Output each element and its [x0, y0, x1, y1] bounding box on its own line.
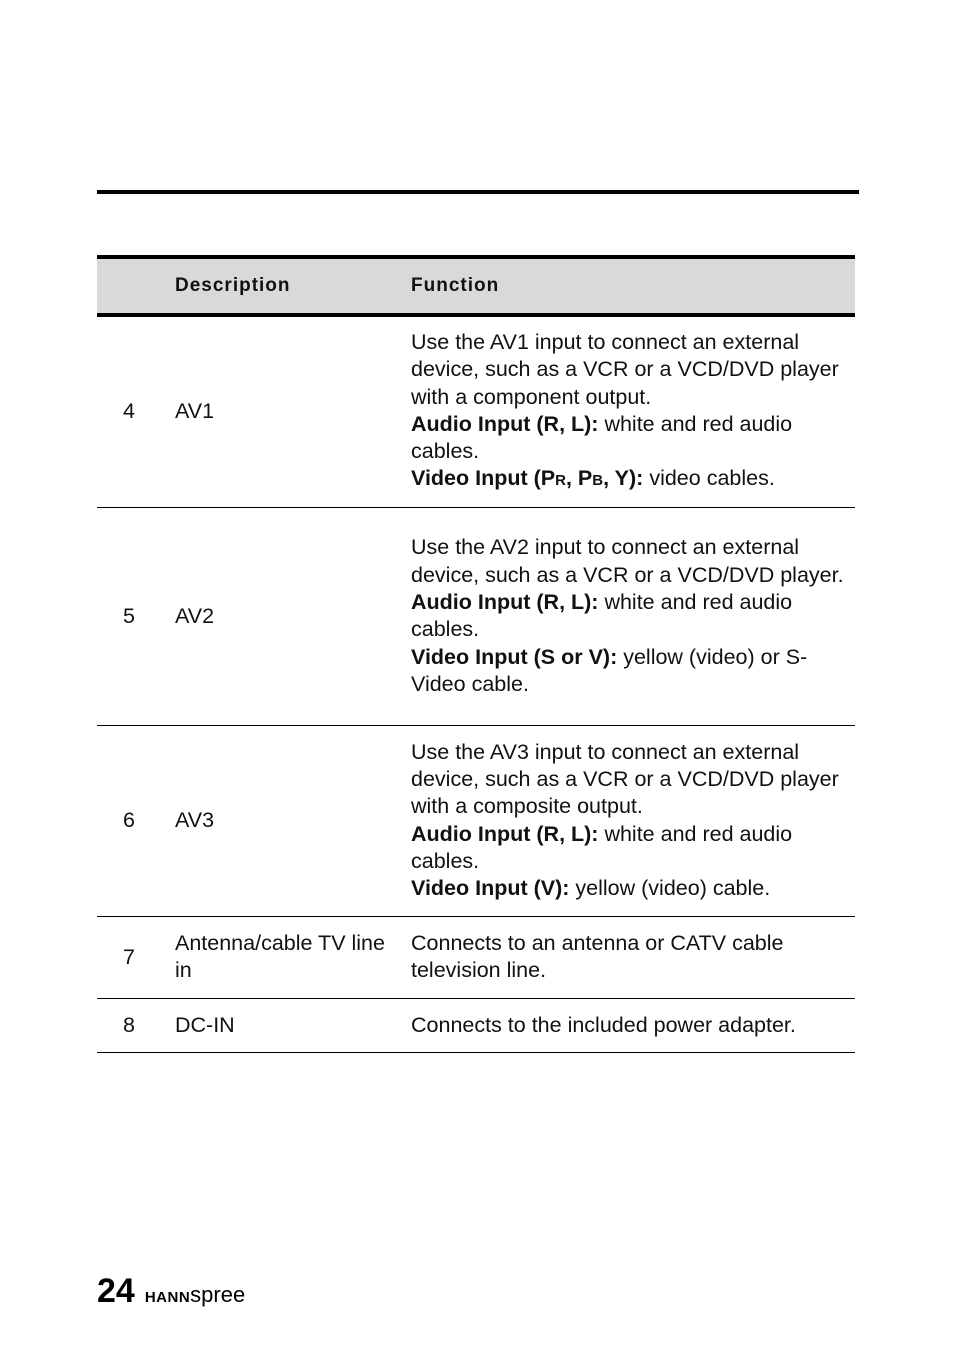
- video-input-label: Video Input (S or V):: [411, 644, 618, 669]
- audio-input-line: [411, 821, 851, 876]
- top-rule: [97, 190, 859, 194]
- table-row: [97, 315, 855, 507]
- table-row: [97, 725, 855, 916]
- video-input-label-suffix: , Y):: [603, 466, 644, 491]
- function-intro: Use the AV2 input to connect an external device, such as a VCR or a VCD/DVD player.: [411, 535, 844, 587]
- row-description: AV3: [175, 725, 411, 916]
- audio-input-label: Audio Input (R, L):: [411, 821, 599, 846]
- row-number: 5: [97, 507, 175, 725]
- video-input-label: Video Input (V):: [411, 876, 570, 901]
- table-row: [97, 916, 855, 998]
- row-function: [411, 998, 855, 1052]
- audio-input-line: [411, 411, 851, 466]
- table-header-row: [97, 257, 855, 315]
- row-description: AV2: [175, 507, 411, 725]
- audio-input-label: Audio Input (R, L):: [411, 411, 599, 436]
- header-description: Description: [175, 257, 411, 315]
- brand-logo: [145, 1282, 245, 1308]
- row-number: 8: [97, 998, 175, 1052]
- page-number: 24: [97, 1272, 135, 1310]
- audio-input-label: Audio Input (R, L):: [411, 589, 599, 614]
- video-input-text: video cables.: [643, 466, 775, 491]
- table-row: [97, 998, 855, 1052]
- page-footer: [97, 1272, 245, 1312]
- video-input-label-b: B: [592, 472, 604, 490]
- audio-input-text: white and red audio cables.: [411, 589, 793, 642]
- row-function: [411, 507, 855, 725]
- video-input-text: yellow (video) or S-Video cable.: [411, 644, 808, 696]
- table-row: [97, 507, 855, 725]
- video-input-line: [411, 465, 851, 494]
- row-function: [411, 725, 855, 916]
- function-intro: Use the AV3 input to connect an external device, such as a VCR or a VCD/DVD player with a composite output.: [411, 739, 839, 819]
- row-number: 6: [97, 725, 175, 916]
- row-function: [411, 315, 855, 507]
- header-number: [97, 257, 175, 315]
- video-input-line: [411, 644, 851, 699]
- row-description: AV1: [175, 315, 411, 507]
- video-input-text: yellow (video) cable.: [569, 876, 771, 901]
- video-input-label-r: R: [555, 472, 566, 490]
- row-number: 7: [97, 916, 175, 998]
- audio-input-line: [411, 589, 851, 644]
- video-input-label-mid: , P: [565, 466, 593, 491]
- header-function: Function: [411, 257, 855, 315]
- row-number: 4: [97, 315, 175, 507]
- function-intro: Connects to an antenna or CATV cable television line.: [411, 930, 784, 983]
- video-input-line: [411, 875, 851, 902]
- connector-table: [97, 255, 855, 1053]
- brand-bold: HANN: [144, 1289, 191, 1306]
- audio-input-text: white and red audio cables.: [411, 821, 793, 874]
- audio-input-text: white and red audio cables.: [411, 411, 793, 464]
- function-intro: Use the AV1 input to connect an external device, such as a VCR or a VCD/DVD player with a component output.: [411, 330, 839, 409]
- row-function: [411, 916, 855, 998]
- brand-light: spree: [190, 1282, 246, 1307]
- function-intro: Connects to the included power adapter.: [411, 1012, 796, 1037]
- row-description: DC-IN: [175, 998, 411, 1052]
- video-input-label-prefix: Video Input (P: [411, 466, 556, 491]
- row-description: Antenna/cable TV line in: [175, 916, 411, 998]
